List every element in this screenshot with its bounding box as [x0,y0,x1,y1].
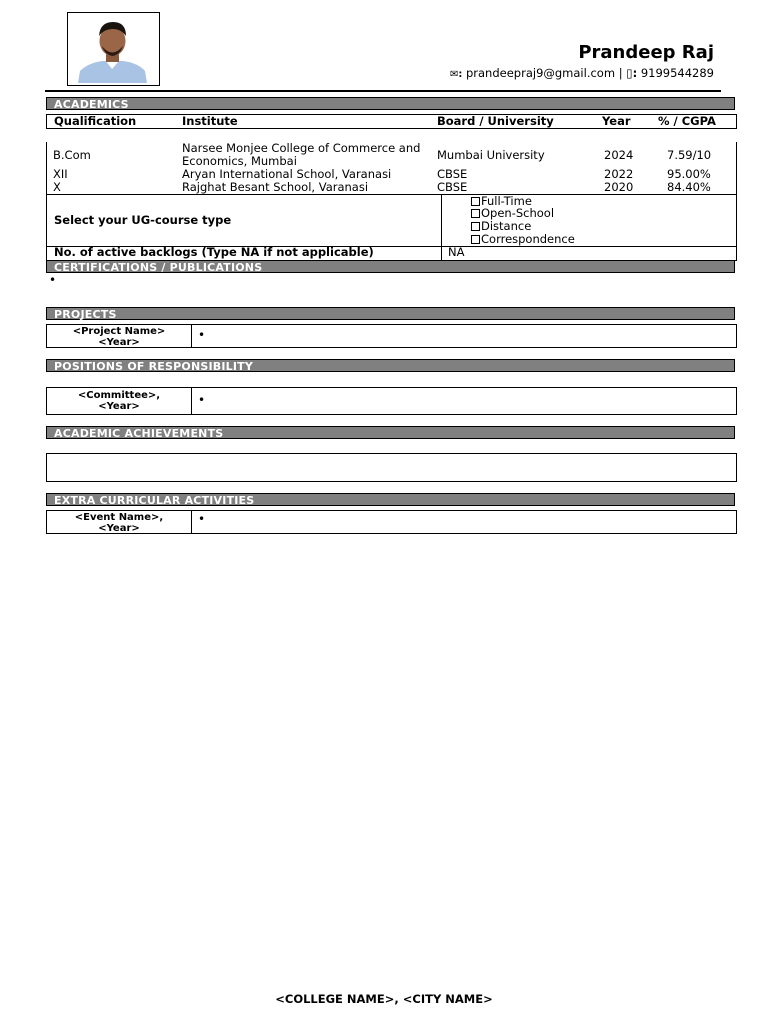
row-qualification: X [53,180,61,194]
backlogs-divider [441,247,442,260]
ug-course-label: Select your UG-course type [54,213,232,227]
checkbox[interactable] [471,197,480,206]
ug-divider [441,195,442,246]
checkbox[interactable] [471,209,480,218]
committee-label: <Committee>, <Year> [77,390,161,412]
col-score: % / CGPA [658,114,716,128]
ug-option-openschool[interactable]: Open-School [471,207,554,220]
mail-icon: ✉: [449,69,463,80]
section-header-academics: ACADEMICS [46,97,735,110]
row-year: 2022 [604,167,634,181]
row-board: Mumbai University [437,148,545,162]
projects-divider [191,325,192,347]
backlogs-label: No. of active backlogs (Type NA if not applicable) [54,245,374,259]
ug-option-correspondence[interactable]: Correspondence [471,233,575,246]
header-divider [45,90,721,92]
positions-box [46,387,737,415]
extracurricular-divider [191,511,192,533]
row-year: 2020 [604,180,634,194]
row-qualification: XII [53,167,68,181]
ug-course-box [46,194,737,247]
row-qualification: B.Com [53,148,91,162]
table-left-border [46,142,47,195]
backlogs-value: NA [448,245,465,259]
footer-college-city: <COLLEGE NAME>, <CITY NAME> [275,992,493,1006]
positions-divider [191,388,192,414]
project-label: <Project Name> <Year> [72,326,166,348]
achievements-box [46,453,737,482]
backlogs-row [46,246,737,261]
row-score: 84.40% [667,180,711,194]
col-year: Year [602,114,631,128]
row-institute: Rajghat Besant School, Varanasi [182,180,369,194]
position-bullet: • [198,393,206,407]
row-board: CBSE [437,180,468,194]
contact-line [450,66,714,80]
col-institute: Institute [182,114,238,128]
table-right-border [736,142,737,195]
col-board: Board / University [437,114,554,128]
section-header-achievements: ACADEMIC ACHIEVEMENTS [46,426,735,439]
row-score: 7.59/10 [667,148,712,162]
section-header-positions: POSITIONS OF RESPONSIBILITY [46,359,735,372]
section-header-projects: PROJECTS [46,307,735,320]
contact-separator: | [615,66,627,80]
row-institute: Aryan International School, Varanasi [182,167,392,181]
col-qualification: Qualification [54,114,137,128]
avatar [68,13,157,83]
event-label: <Event Name>, <Year> [74,512,164,534]
row-institute-line2: Economics, Mumbai [182,154,297,168]
event-bullet: • [198,512,206,526]
section-header-certifications: CERTIFICATIONS / PUBLICATIONS [46,260,735,273]
ug-option-fulltime[interactable]: Full-Time [471,195,532,208]
email-text: prandeepraj9@gmail.com [465,66,616,80]
projects-box [46,324,737,348]
ug-option-distance[interactable]: Distance [471,220,531,233]
certifications-bullet: • [49,273,57,287]
phone-text: 9199544289 [640,66,714,80]
candidate-name: Prandeep Raj [578,42,714,63]
project-bullet: • [198,328,206,342]
checkbox[interactable] [471,222,480,231]
row-year: 2024 [604,148,634,162]
section-header-extracurricular: EXTRA CURRICULAR ACTIVITIES [46,493,735,506]
extracurricular-box [46,510,737,534]
phone-icon: ▯: [626,66,638,80]
checkbox[interactable] [471,235,480,244]
academics-header-row [46,114,737,129]
row-score: 95.00% [667,167,711,181]
profile-photo [67,12,160,86]
row-board: CBSE [437,167,468,181]
row-institute-line1: Narsee Monjee College of Commerce and [182,141,421,155]
